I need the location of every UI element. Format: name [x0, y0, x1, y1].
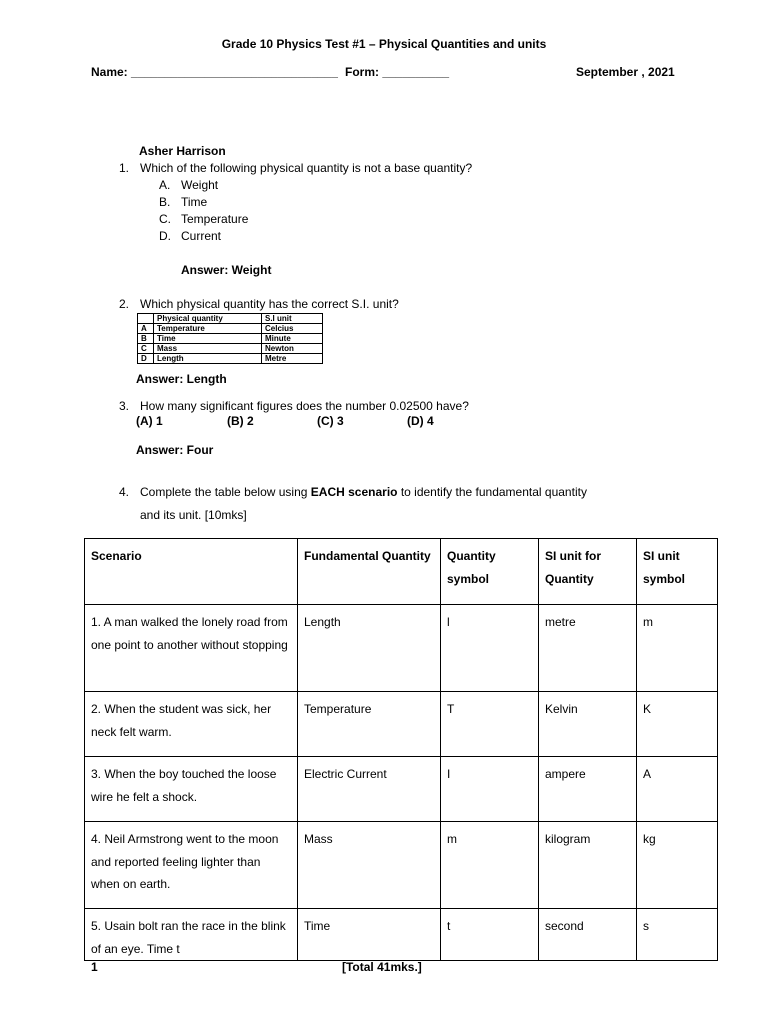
table-cell: 4. Neil Armstrong went to the moon and reported feeling lighter than when on earth. — [85, 822, 298, 909]
q1-text: Which of the following physical quantity is not a base quantity? — [140, 161, 473, 175]
q1-option-letter: C. — [159, 212, 171, 226]
table-row — [85, 692, 718, 757]
table-cell: Time — [154, 334, 262, 344]
table-cell: Length — [298, 605, 441, 692]
table-cell: t — [441, 909, 539, 961]
table-cell: m — [441, 822, 539, 909]
q1-answer: Answer: Weight — [181, 263, 272, 277]
q3-number: 3. — [119, 399, 130, 413]
table-cell: Electric Current — [298, 757, 441, 822]
table-cell: B — [138, 334, 154, 344]
table-row — [138, 344, 323, 354]
table-cell: C — [138, 344, 154, 354]
table-cell: A — [637, 757, 718, 822]
table-row — [138, 354, 323, 364]
table-cell: T — [441, 692, 539, 757]
table-row — [138, 324, 323, 334]
table-cell: 5. Usain bolt ran the race in the blink of an eye. Time t — [85, 909, 298, 961]
q3-text: How many significant figures does the number 0.02500 have? — [140, 399, 469, 413]
table-header-cell: Scenario — [85, 539, 298, 605]
table-row — [85, 909, 718, 961]
table-row — [85, 605, 718, 692]
table-cell: 2. When the student was sick, her neck felt warm. — [85, 692, 298, 757]
table-header-cell: Physical quantity — [154, 314, 262, 324]
table-cell: Metre — [262, 354, 323, 364]
table-header-cell: SI unit for Quantity — [539, 539, 637, 605]
table-header-row — [138, 314, 323, 324]
date-label: September , 2021 — [576, 65, 675, 79]
q4-text-bold: EACH scenario — [310, 485, 398, 499]
q3-answer: Answer: Four — [136, 443, 214, 457]
page-title: Grade 10 Physics Test #1 – Physical Quantities and units — [221, 37, 547, 51]
table-cell: metre — [539, 605, 637, 692]
q3-option: (B) 2 — [227, 414, 254, 428]
q1-option-text: Temperature — [181, 212, 249, 226]
q3-option: (A) 1 — [136, 414, 163, 428]
q1-option-text: Time — [181, 195, 208, 209]
table-cell: l — [441, 605, 539, 692]
q2-number: 2. — [119, 297, 130, 311]
q2-units-table — [137, 313, 323, 364]
q4-text-before: Complete the table below using — [140, 485, 311, 499]
table-row — [85, 757, 718, 822]
table-cell: Mass — [298, 822, 441, 909]
table-cell: A — [138, 324, 154, 334]
table-cell — [138, 314, 154, 324]
table-header-cell: Quantity symbol — [441, 539, 539, 605]
q3-option: (C) 3 — [317, 414, 344, 428]
table-cell: s — [637, 909, 718, 961]
q1-option-text: Weight — [181, 178, 219, 192]
table-cell: 1. A man walked the lonely road from one point to another without stopping — [85, 605, 298, 692]
table-header-cell: Fundamental Quantity — [298, 539, 441, 605]
table-cell: Temperature — [298, 692, 441, 757]
table-cell: Celcius — [262, 324, 323, 334]
student-name: Asher Harrison — [139, 144, 226, 158]
table-cell: Temperature — [154, 324, 262, 334]
q2-text: Which physical quantity has the correct S.I. unit? — [140, 297, 399, 311]
page-number: 1 — [91, 960, 98, 974]
table-cell: kilogram — [539, 822, 637, 909]
table-cell: K — [637, 692, 718, 757]
table-cell: Minute — [262, 334, 323, 344]
q4-scenario-table — [84, 538, 718, 961]
table-row — [138, 334, 323, 344]
table-cell: kg — [637, 822, 718, 909]
q1-option-letter: D. — [159, 229, 171, 243]
table-header-cell: S.I unit — [262, 314, 323, 324]
total-marks: [Total 41mks.] — [342, 960, 422, 974]
table-header-cell: SI unit symbol — [637, 539, 718, 605]
table-cell: second — [539, 909, 637, 961]
table-cell: Mass — [154, 344, 262, 354]
table-cell: ampere — [539, 757, 637, 822]
table-cell: Kelvin — [539, 692, 637, 757]
table-cell: 3. When the boy touched the loose wire he felt a shock. — [85, 757, 298, 822]
table-header-row — [85, 539, 718, 605]
table-cell: Length — [154, 354, 262, 364]
q1-number: 1. — [119, 161, 130, 175]
q3-option: (D) 4 — [407, 414, 434, 428]
form-field-label: Form: __________ — [345, 65, 450, 79]
table-cell: D — [138, 354, 154, 364]
q4-number: 4. — [119, 485, 130, 499]
q4-text-after: to identify the fundamental quantity — [397, 485, 587, 499]
table-cell: I — [441, 757, 539, 822]
table-cell: Newton — [262, 344, 323, 354]
table-cell: Time — [298, 909, 441, 961]
table-row — [85, 822, 718, 909]
q4-text — [140, 485, 587, 499]
q1-option-text: Current — [181, 229, 222, 243]
q1-option-letter: B. — [159, 195, 171, 209]
q1-option-letter: A. — [159, 178, 171, 192]
q2-answer: Answer: Length — [136, 372, 227, 386]
table-cell: m — [637, 605, 718, 692]
name-field-label: Name: _______________________________ — [91, 65, 338, 79]
q4-text-line2: and its unit. [10mks] — [140, 508, 247, 522]
